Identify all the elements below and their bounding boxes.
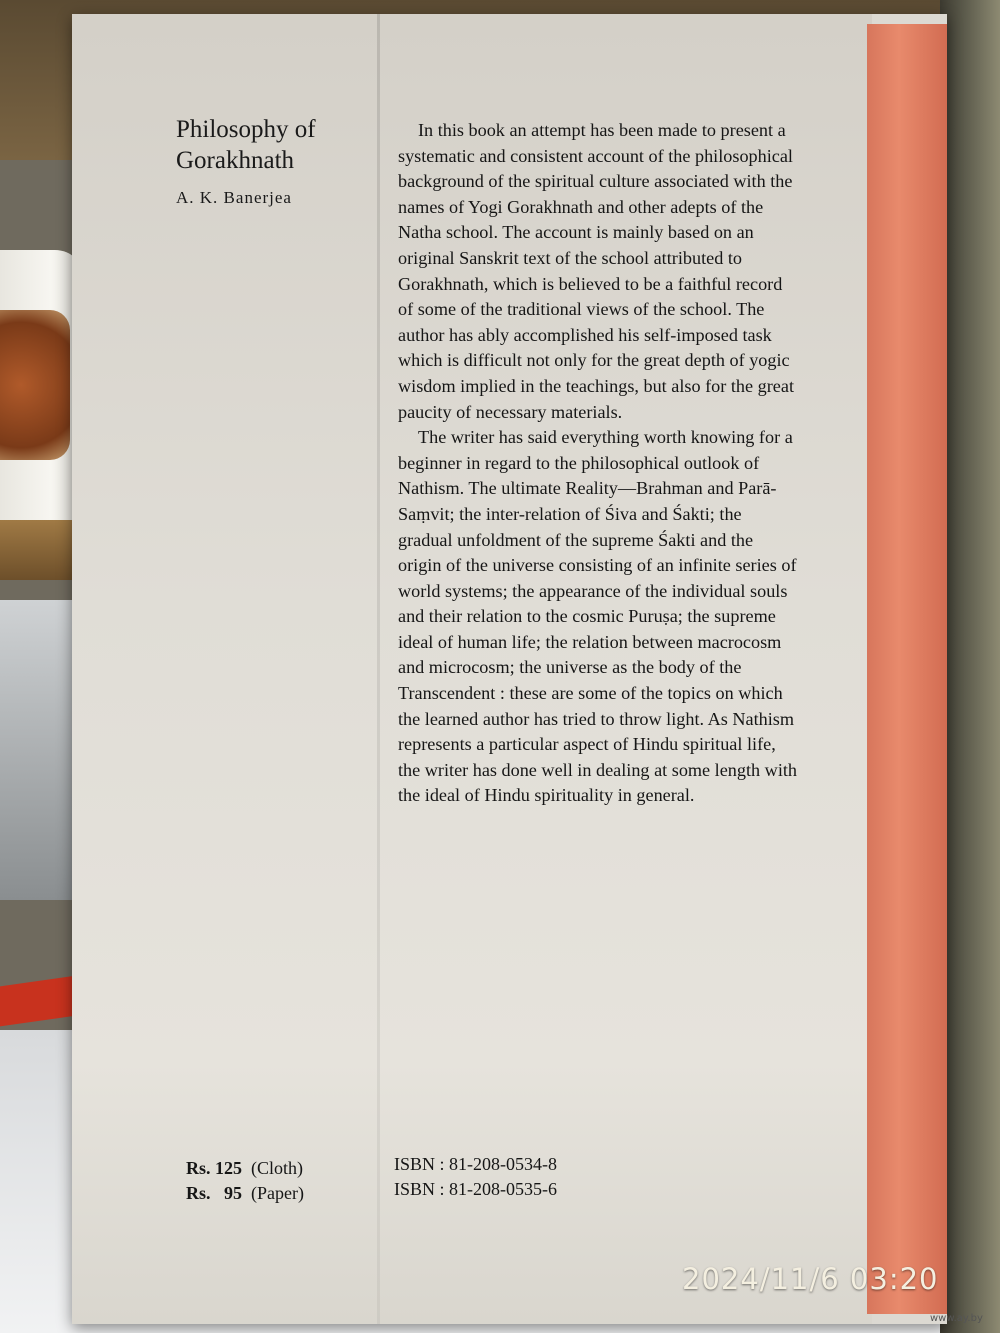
price-currency: Rs. xyxy=(186,1158,211,1178)
price-row-paper xyxy=(186,1181,304,1206)
mug-label xyxy=(0,310,70,460)
book-back-cover xyxy=(72,14,947,1324)
isbn-list xyxy=(394,1152,557,1202)
isbn-cloth: ISBN : 81-208-0534-8 xyxy=(394,1154,557,1174)
spine-edge xyxy=(867,24,947,1314)
price-amount: 95 xyxy=(224,1183,243,1203)
price-amount: 125 xyxy=(215,1158,243,1178)
wall-background xyxy=(940,0,1000,1333)
site-watermark: www.ay.by xyxy=(930,1313,983,1324)
book-title: Philosophy of Gorakhnath xyxy=(176,116,316,174)
isbn-paper: ISBN : 81-208-0535-6 xyxy=(394,1179,557,1199)
price-format: (Cloth) xyxy=(251,1158,304,1178)
price-list xyxy=(186,1156,304,1206)
photo-timestamp: 2024/11/6 03:20 xyxy=(682,1262,939,1296)
price-currency: Rs. xyxy=(186,1183,211,1203)
blurb-paragraph-2: The writer has said everything worth knowing for a beginner in regard to the philosophical outlook of Nathism. The ultimate Reality—Brahman and Parā-Saṃvit; the inter-relation of Śiva and Śakti; the gradual unfoldment of the supreme Śakti and the origin of the universe consisting of an infinite series of world systems; the appearance of the individual souls and their relation to the cosmic Puruṣa; the supreme ideal of human life; the relation between macrocosm and microcosm; the universe as the body of the Transcendent : these are some of the topics on which the learned author has tried to throw light. As Nathism represents a particular aspect of Hindu spiritual life, the writer has done well in dealing at some length with the ideal of Hindu spirituality in general. xyxy=(398,427,798,806)
cover-panel xyxy=(72,14,872,1324)
book-author: A. K. Banerjea xyxy=(176,188,292,207)
blurb-paragraph-1: In this book an attempt has been made to present a systematic and consistent account of the philosophical background of the spiritual culture associated with the names of Yogi Gorakhnath and other adepts of the Natha school. The account is mainly based on an original Sanskrit text of the school attributed to Gorakhnath, which is believed to be a faithful record of some of the traditional views of the school. The author has ably accomplished his self-imposed task which is difficult not only for the great depth of yogic wisdom implied in the teachings, but also for the great paucity of necessary materials. xyxy=(398,120,794,422)
blurb xyxy=(398,118,798,809)
device-background xyxy=(0,600,80,900)
price-row-cloth xyxy=(186,1156,304,1181)
price-format: (Paper) xyxy=(251,1183,304,1203)
cover-crease xyxy=(377,14,380,1324)
